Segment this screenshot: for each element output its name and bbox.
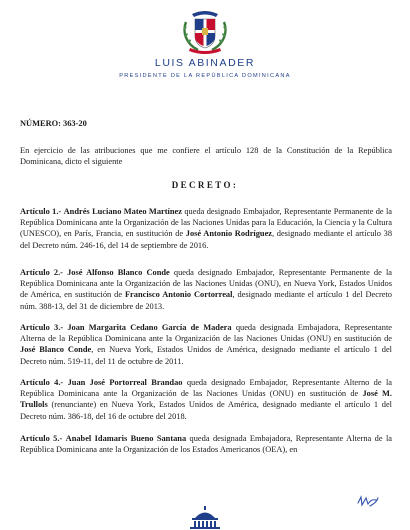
dominican-coat-of-arms-icon bbox=[178, 8, 232, 54]
preamble: En ejercicio de las atribuciones que me confiere el artículo 128 de la Constitución de la República Dominicana, dicto el siguiente bbox=[20, 146, 392, 167]
article-3 bbox=[20, 322, 392, 367]
article-text: queda designado Embajador, Representante Permanente de la República Dominicana ante la Organización de las Naciones Unidas (ONU), en Nueva York, Estados Unidos de América, en sustitución de bbox=[20, 268, 392, 300]
signature-initials-icon bbox=[356, 494, 380, 508]
replaced-person: José Blanco Conde bbox=[20, 345, 92, 355]
national-palace-icon bbox=[187, 506, 223, 530]
article-label: Artículo 1.- bbox=[20, 207, 62, 216]
article-label: Artículo 3.- bbox=[20, 323, 64, 332]
article-text: queda designada Embajadora, Representante Alterna de la República Dominicana ante la Organización de las Naciones Unidas (ONU) en sustitución de bbox=[20, 323, 392, 344]
article-2 bbox=[20, 267, 392, 312]
appointee-name: Joan Margarita Cedano García de Madera bbox=[67, 323, 232, 332]
president-title: PRESIDENTE DE LA REPÚBLICA DOMINICANA bbox=[119, 73, 291, 79]
replaced-person: José Antonio Rodríguez bbox=[185, 229, 273, 239]
article-label: Artículo 5.- bbox=[20, 434, 63, 443]
president-name: LUIS ABINADER bbox=[154, 57, 256, 69]
article-text: , designado mediante el artículo 38 del Decreto núm. 246-16, del 14 de septiembre de 2016. bbox=[20, 229, 393, 250]
replaced-person: José M. Trullols bbox=[20, 389, 392, 410]
article-text: (renunciante) en Nueva York, Estados Unidos de América, designado mediante el artículo 1 del Decreto núm. 386-18, del 16 de octubre del 2018. bbox=[20, 400, 392, 421]
article-text: queda designado Embajador, Representante Alterno de la República Dominicana ante la Organización de las Naciones Unidas (ONU) en sustitución de bbox=[20, 378, 393, 399]
article-4 bbox=[20, 377, 392, 422]
decree-heading: DECRETO: bbox=[171, 180, 239, 190]
appointee-name: José Alfonso Blanco Conde bbox=[67, 268, 170, 277]
article-text: , en Nueva York, Estados Unidos de América, designado mediante el artículo 1 del Decreto núm. 519-11, del 11 de octubre de 2011. bbox=[20, 345, 392, 366]
article-text: queda designado Embajador, Representante Permanente de la República Dominicana ante la Organización de las Naciones Unidas para la Educación, la Ciencia y la Cultura (UNESCO), en París, Francia, en sustitución de bbox=[20, 207, 393, 239]
article-text: queda designada Embajadora, Representante Alterna de la República Dominicana ante la Organización de los Estados Americanos (OEA), en bbox=[20, 434, 393, 455]
article-label: Artículo 2.- bbox=[20, 268, 63, 277]
appointee-name: Anabel Idamaris Bueno Santana bbox=[65, 434, 187, 443]
appointee-name: Juan José Portorreal Brandao bbox=[67, 378, 183, 387]
appointee-name: Andrés Luciano Mateo Martínez bbox=[63, 207, 182, 216]
decree-number: NÚMERO: 363-20 bbox=[20, 119, 87, 128]
article-text: , designado mediante el artículo 1 del Decreto núm. 388-13, del 31 de diciembre de 2013. bbox=[20, 290, 392, 311]
replaced-person: Francisco Antonio Cortorreal bbox=[124, 290, 233, 300]
article-label: Artículo 4.- bbox=[20, 378, 64, 387]
article-5 bbox=[20, 433, 392, 455]
article-1 bbox=[20, 206, 392, 251]
